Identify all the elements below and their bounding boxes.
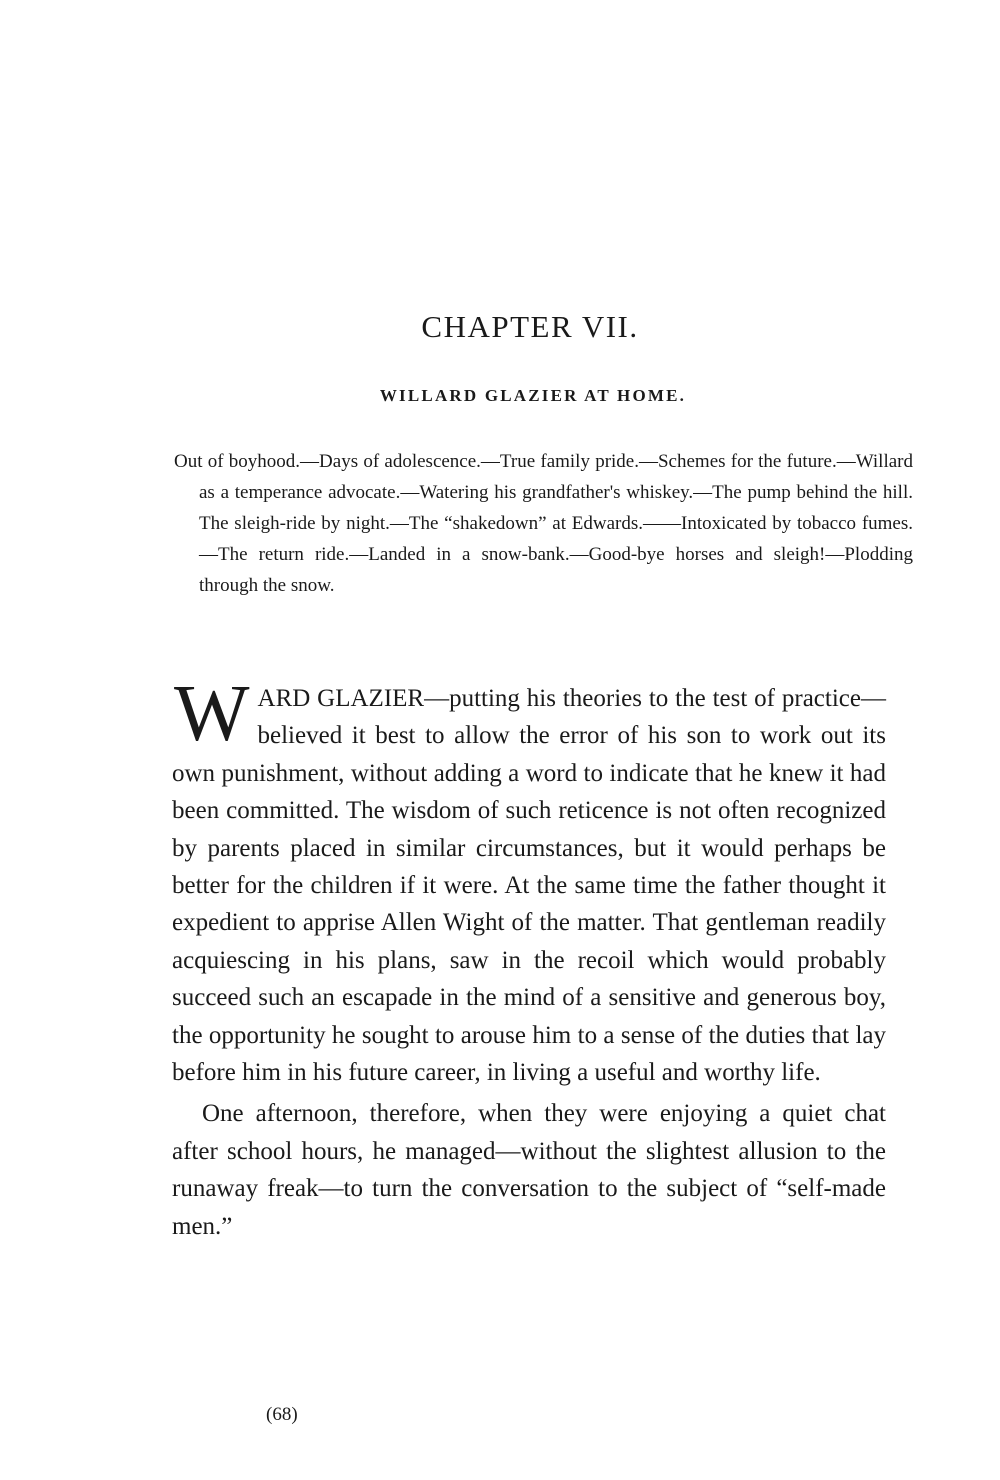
chapter-body bbox=[172, 670, 886, 1245]
chapter-title: CHAPTER VII. bbox=[421, 309, 639, 344]
body-paragraph: One afternoon, therefore, when they were enjoying a quiet chat after school hours, he managed—without the slightest allusion to the runaway freak—to turn the conversation to the subject of “self-made men.” bbox=[172, 1100, 886, 1240]
chapter-subtitle: WILLARD GLAZIER AT HOME. bbox=[379, 386, 687, 405]
chapter-synopsis: Out of boyhood.—Days of adolescence.—True family pride.—Schemes for the future.—Willard as a temperance advocate.—Watering his grandfather's whiskey.—The pump behind the hill. The sleigh-ride by night.—The “shakedown” at Edwards.——Intoxicated by tobacco fumes.—The return ride.—Landed in a snow-bank.—Good-bye horses and sleigh!—Plodding through the snow. bbox=[174, 451, 913, 596]
page-number: (68) bbox=[266, 1404, 298, 1425]
paragraph-text: ARD GLAZIER—putting his theories to the test of practice—believed it best to allow the error of his son to work out its own punishment, without adding a word to indicate that he knew it had been committed. The wisdom of such reticence is not often recognized by parents placed in similar circumstances, but it would perhaps be better for the children if it were. At the same time the father thought it expedient to apprise Allen Wight of the matter. That gentleman readily acquiescing in his plans, saw in the recoil which would probably succeed such an escapade in the mind of a sensitive and generous boy, the opportunity he sought to arouse him to a sense of the duties that lay before him in his future career, in living a useful and worthy life. bbox=[172, 685, 886, 1087]
drop-cap: W bbox=[174, 670, 250, 758]
body-paragraph bbox=[172, 670, 886, 1091]
